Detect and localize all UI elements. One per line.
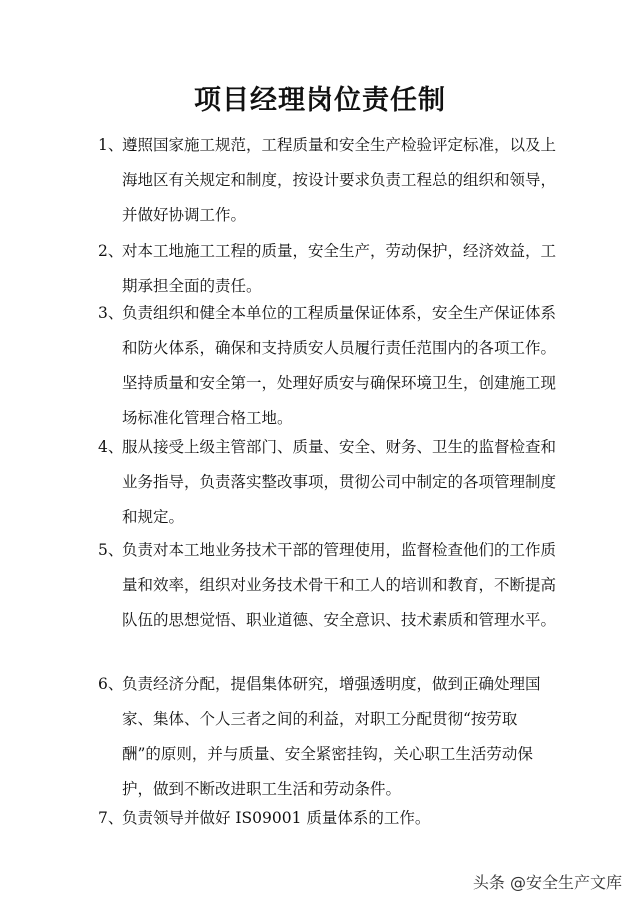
item-text: 负责对本工地业务技术干部的管理使用，监督检查他们的工作质量和效率，组织对业务技术骨干和工人的培训和教育，不断提高队伍的思想觉悟、职业道德、安全意识、技术素质和管理水平。 [122,541,557,629]
list-item-6 [98,667,556,807]
watermark-label: 头条 @安全生产文库 [472,873,622,892]
item-number: 3、 [98,304,124,322]
page-title: 项目经理岗位责任制 [194,85,446,116]
list-item-5 [98,533,556,638]
item-number: 4、 [98,438,124,456]
item-text: 对本工地施工工程的质量，安全生产，劳动保护，经济效益，工期承担全面的责任。 [122,242,557,295]
item-text: 负责组织和健全本单位的工程质量保证体系，安全生产保证体系和防火体系，确保和支持质安人员履行责任范围内的各项工作。坚持质量和安全第一，处理好质安与确保环境卫生，创建施工现场标准化管理合格工地。 [122,304,557,427]
list-item-1 [98,128,556,233]
list-item-2 [98,234,556,304]
item-text: 负责领导并做好 IS09001 质量体系的工作。 [122,809,431,827]
list-item-7 [98,801,556,836]
list-item-3 [98,296,556,436]
item-number: 1、 [98,136,124,154]
item-text: 遵照国家施工规范，工程质量和安全生产检验评定标准，以及上海地区有关规定和制度，按设计要求负责工程总的组织和领导，并做好协调工作。 [122,136,557,224]
item-number: 7、 [98,809,124,827]
item-number: 2、 [98,242,124,260]
item-number: 5、 [98,541,124,559]
item-text: 服从接受上级主管部门、质量、安全、财务、卫生的监督检查和业务指导，负责落实整改事项，贯彻公司中制定的各项管理制度和规定。 [122,438,557,526]
list-item-4 [98,430,556,535]
item-number: 6、 [98,675,124,693]
item-text: 负责经济分配，提倡集体研究，增强透明度，做到正确处理国家、集体、个人三者之间的利益，对职工分配贯彻“按劳取酬”的原则，并与质量、安全紧密挂钩，关心职工生活劳动保护，做到不断改进职工生活和劳动条件。 [122,675,541,798]
